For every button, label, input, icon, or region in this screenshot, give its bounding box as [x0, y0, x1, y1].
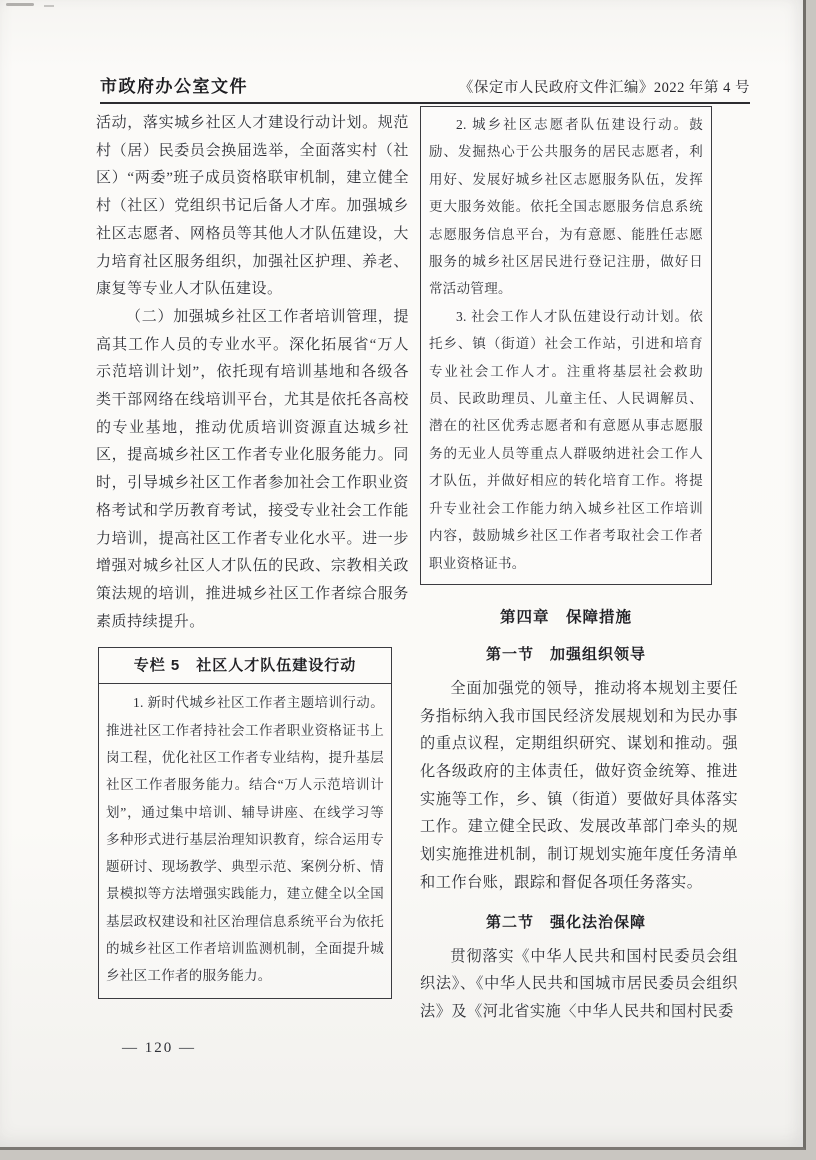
- chapter-4-heading: 第四章 保障措施: [499, 608, 632, 626]
- column-box-5-title: 专栏 5 社区人才队伍建设行动: [99, 648, 391, 684]
- header-compilation-title: 《保定市人民政府文件汇编》2022 年第 4 号: [458, 80, 750, 96]
- box-item-2: 2. 城乡社区志愿者队伍建设行动。鼓励、发掘热心于公共服务的居民志愿者，利用好、发展好城乡社区志愿服务队伍，发挥更大服务效能。依托全国志愿服务信息系统志愿服务信息平台，为有意愿、能胜任志愿服务的城乡社区居民进行登记注册，做好日常活动管理。: [429, 117, 703, 297]
- left-column: [96, 110, 409, 999]
- section-2-paragraph: 贯彻落实《中华人民共和国村民委员会组织法》、《中华人民共和国城市居民委员会组织法》及《河北省实施〈中华人民共和国村民委: [420, 947, 738, 1020]
- column-box-5-continued: [420, 106, 712, 585]
- section-2-heading: 第二节 强化法治保障: [485, 913, 646, 931]
- scan-artifact: [44, 5, 54, 7]
- header-rule: [100, 102, 750, 104]
- page-number: — 120 —: [122, 1040, 196, 1056]
- paragraph-continuation: 活动，落实城乡社区人才建设行动计划。规范村（居）民委员会换届选举，全面落实村（社区）“两委”班子成员资格联审机制，建立健全村（社区）党组织书记后备人才库。加强城乡社区志愿者、网格员等其他人才队伍建设，大力培育社区服务组织，加强社区护理、养老、康复等专业人才队伍建设。: [96, 115, 409, 298]
- paragraph-item-two: （二）加强城乡社区工作者培训管理，提高其工作人员的专业水平。深化拓展省“万人示范培训计划”，依托现有培训基地和各级各类干部网络在线培训平台，尤其是依托各高校的专业基地，推动优质培训资源直达城乡社区，提高城乡社区工作者专业化服务能力。同时，引导城乡社区工作者参加社会工作职业资格考试和学历教育考试，接受专业社会工作能力培训，提高社区工作者专业化水平。进一步增强对城乡社区人才队伍的民政、宗教相关政策法规的培训，推进城乡社区工作者综合服务素质持续提升。: [96, 308, 409, 630]
- column-box-5-body: [99, 684, 391, 997]
- header-document-category: 市政府办公室文件: [100, 77, 248, 96]
- section-1-paragraph: 全面加强党的领导，推动将本规划主要任务指标纳入我市国民经济发展规划和为民办事的重点议程，定期组织研究、谋划和推动。强化各级政府的主体责任，做好资金统筹、推进实施等工作，乡、镇（街道）要做好具体落实工作。建立健全民政、发展改革部门牵头的规划实施推进机制，制订规划实施年度任务清单和工作台账，跟踪和督促各项任务落实。: [420, 679, 738, 891]
- box-item-1: 1. 新时代城乡社区工作者主题培训行动。推进社区工作者持社会工作者职业资格证书上岗工程，优化社区工作者专业结构，提升基层社区工作者服务能力。结合“万人示范培训计划”，通过集中培训、辅导讲座、在线学习等多种形式进行基层治理知识教育，综合运用专题研讨、现场教学、典型示范、案例分析、情景模拟等方法增强实践能力，建立健全以全国基层政权建设和社区治理信息系统平台为依托的城乡社区工作者培训监测机制，全面提升城乡社区工作者的服务能力。: [106, 695, 384, 984]
- section-1-heading: 第一节 加强组织领导: [485, 645, 646, 663]
- right-column: [420, 106, 738, 1026]
- column-box-5-continued-body: [421, 107, 711, 584]
- box-item-3: 3. 社会工作人才队伍建设行动计划。依托乡、镇（街道）社会工作站，引进和培育专业社会工作人才。注重将基层社会救助员、民政助理员、儿童主任、人民调解员、潜在的社区优秀志愿者和有意愿从事志愿服务的无业人员等重点人群吸纳进社会工作人才队伍，并做好相应的转化培育工作。将提升专业社会工作能力纳入城乡社区工作培训内容，鼓励城乡社区工作者考取社会工作者职业资格证书。: [429, 308, 703, 571]
- scan-artifact: [6, 3, 34, 6]
- column-box-5: [98, 647, 392, 998]
- page-header: [100, 72, 750, 97]
